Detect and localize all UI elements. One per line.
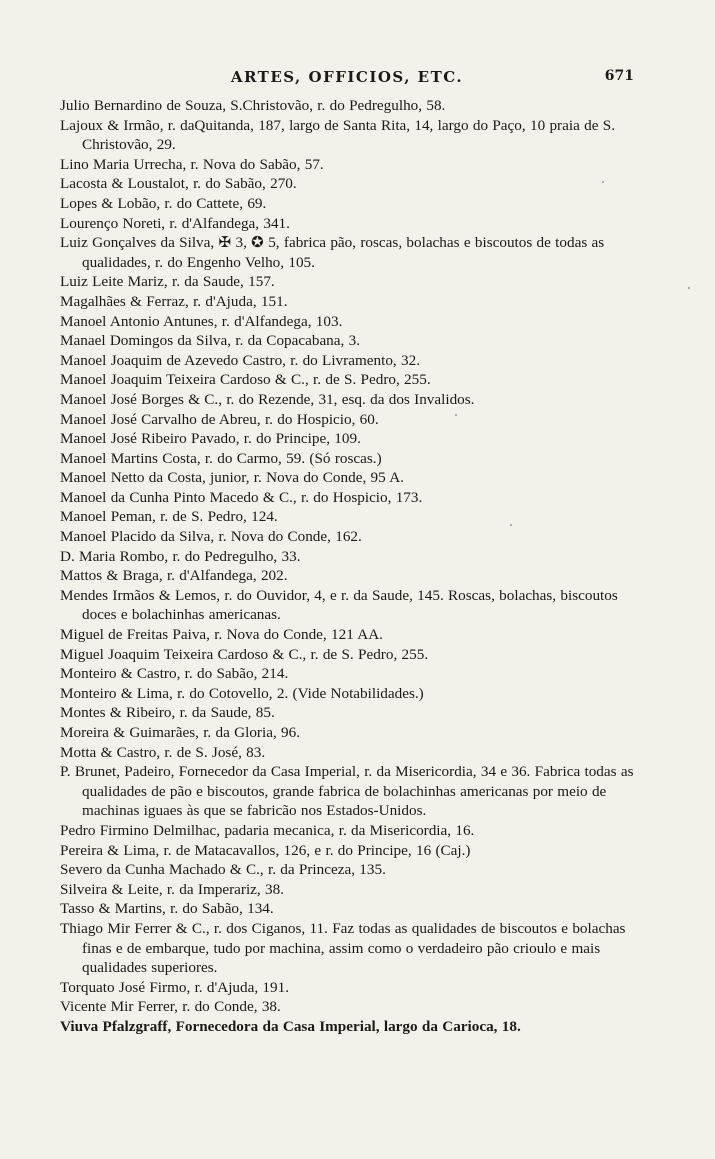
directory-entry: Manoel Placido da Silva, r. Nova do Conde, 162.	[60, 528, 362, 546]
directory-entry: Lacosta & Loustalot, r. do Sabão, 270.	[60, 175, 297, 193]
directory-entry: Mendes Irmãos & Lemos, r. do Ouvidor, 4, e r. da Saude, 145. Roscas, bolachas, biscoutos doces e bolachinhas americanas.	[60, 586, 618, 624]
running-head	[60, 68, 634, 92]
section-title: ARTES, OFFICIOS, ETC.	[230, 68, 464, 86]
directory-entry: Luiz Gonçalves da Silva, ✠ 3, ✪ 5, fabrica pão, roscas, bolachas e biscoutos de todas as qualidades, r. do Engenho Velho, 105.	[60, 234, 605, 271]
directory-entry: Manoel Joaquim Teixeira Cardoso & C., r. de S. Pedro, 255.	[60, 371, 431, 389]
directory-entry: Manoel José Borges & C., r. do Rezende, 31, esq. da dos Invalidos.	[60, 390, 475, 408]
paper-speck	[455, 414, 457, 416]
paper-speck	[602, 181, 604, 183]
paper-speck	[688, 287, 690, 289]
directory-entry: P. Brunet, Padeiro, Fornecedor da Casa Imperial, r. da Misericordia, 34 e 36. Fabrica todas as qualidades de pão e biscoutos, grande fabrica de bolachinhas americanas por meio de machinas iguaes às que se fabricão nos Estados-Unidos.	[60, 763, 634, 820]
directory-entry: Miguel de Freitas Paiva, r. Nova do Conde, 121 AA.	[60, 626, 383, 644]
directory-entry: Severo da Cunha Machado & C., r. da Princeza, 135.	[60, 861, 386, 879]
directory-entry: Pedro Firmino Delmilhac, padaria mecanica, r. da Misericordia, 16.	[60, 821, 475, 839]
directory-entry: Mattos & Braga, r. d'Alfandega, 202.	[60, 567, 288, 585]
directory-entry: Manoel Antonio Antunes, r. d'Alfandega, 103.	[60, 312, 343, 330]
directory-entry: D. Maria Rombo, r. do Pedregulho, 33.	[60, 547, 301, 565]
directory-entry: Vicente Mir Ferrer, r. do Conde, 38.	[60, 998, 281, 1016]
directory-entry: Julio Bernardino de Souza, S.Christovão, r. do Pedregulho, 58.	[60, 97, 446, 114]
directory-entry: Thiago Mir Ferrer & C., r. dos Ciganos, 11. Faz todas as qualidades de biscoutos e bolachas finas e de embarque, tudo por machina, assim como o verdadeiro pão crioulo e mais qualidades superiores.	[60, 919, 626, 977]
directory-entry: Lopes & Lobão, r. do Cattete, 69.	[60, 194, 267, 212]
directory-list	[60, 96, 638, 1037]
directory-entry: Monteiro & Lima, r. do Cotovello, 2. (Vide Notabilidades.)	[60, 684, 424, 702]
directory-entry: Miguel Joaquim Teixeira Cardoso & C., r. de S. Pedro, 255.	[60, 645, 429, 663]
page-number: 671	[604, 68, 634, 84]
directory-entry: Motta & Castro, r. de S. José, 83.	[60, 743, 266, 761]
directory-entry: Manoel Peman, r. de S. Pedro, 124.	[60, 508, 278, 526]
paper-speck	[510, 524, 512, 526]
directory-entry: Luiz Leite Mariz, r. da Saude, 157.	[60, 273, 275, 291]
directory-entry: Manael Domingos da Silva, r. da Copacabana, 3.	[60, 332, 361, 350]
directory-entry: Monteiro & Castro, r. do Sabão, 214.	[60, 665, 289, 683]
directory-entry: Moreira & Guimarães, r. da Gloria, 96.	[60, 724, 301, 741]
directory-entry: Viuva Pfalzgraff, Fornecedora da Casa Imperial, largo da Carioca, 18.	[60, 1017, 521, 1035]
directory-entry: Manoel Martins Costa, r. do Carmo, 59. (Só roscas.)	[60, 449, 382, 467]
directory-entry: Manoel Netto da Costa, junior, r. Nova do Conde, 95 A.	[60, 469, 404, 487]
directory-entry: Torquato José Firmo, r. d'Ajuda, 191.	[60, 978, 290, 996]
directory-entry: Lourenço Noreti, r. d'Alfandega, 341.	[60, 214, 290, 232]
directory-entry: Manoel José Carvalho de Abreu, r. do Hospicio, 60.	[60, 410, 379, 428]
directory-entry: Magalhães & Ferraz, r. d'Ajuda, 151.	[60, 292, 288, 310]
directory-entry: Pereira & Lima, r. de Matacavallos, 126, e r. do Principe, 16 (Caj.)	[60, 841, 471, 859]
directory-entry: Tasso & Martins, r. do Sabão, 134.	[60, 900, 274, 918]
directory-entry: Manoel José Ribeiro Pavado, r. do Principe, 109.	[60, 430, 361, 448]
directory-entry: Montes & Ribeiro, r. da Saude, 85.	[60, 704, 275, 722]
directory-entry: Manoel Joaquim de Azevedo Castro, r. do Livramento, 32.	[60, 351, 420, 369]
directory-entry: Lajoux & Irmão, r. daQuitanda, 187, largo de Santa Rita, 14, largo do Paço, 10 praia de S. Christovão, 29.	[60, 116, 615, 154]
directory-entry: Silveira & Leite, r. da Imperariz, 38.	[60, 880, 284, 898]
directory-entry: Manoel da Cunha Pinto Macedo & C., r. do Hospicio, 173.	[60, 488, 423, 506]
directory-entry: Lino Maria Urrecha, r. Nova do Sabão, 57.	[60, 155, 324, 173]
